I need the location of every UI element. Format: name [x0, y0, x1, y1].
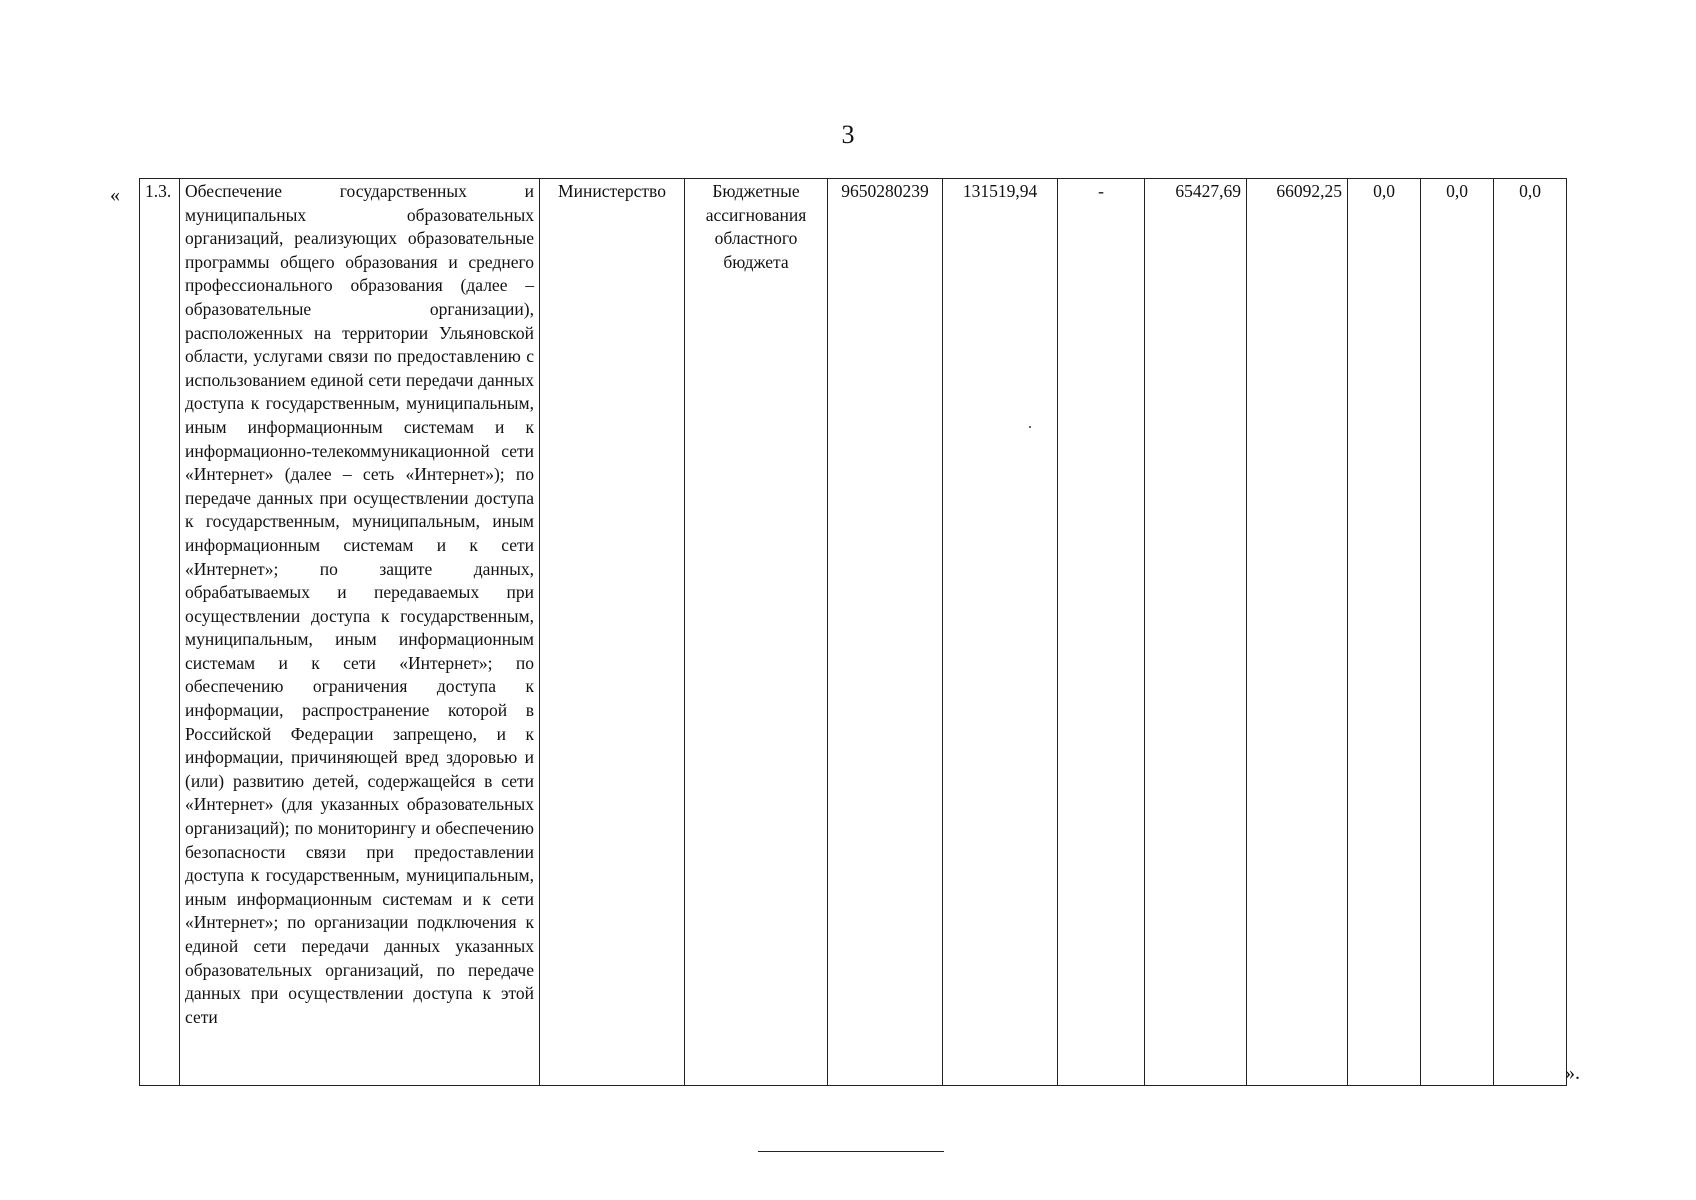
table-row: [140, 179, 1567, 1086]
year-1-cell: -: [1058, 179, 1145, 1086]
description-cell: Обеспечение государственных и муниципальных образовательных организаций, реализующих образовательные программы общего образования и среднего профессионального образования (далее – образовательные организации), расположенных на территории Ульяновской области, услугами связи по предоставлению с использованием единой сети передачи данных доступа к государственным, муниципальным, иным информационным системам и к информационно-телекоммуникационной сети «Интернет» (далее – сеть «Интернет»); по передаче данных при осуществлении доступа к государственным, муниципальным, иным информационным системам и к сети «Интернет»; по защите данных, обрабатываемых и передаваемых при осуществлении доступа к государственным, муниципальным, иным информационным системам и к сети «Интернет»; по обеспечению ограничения доступа к информации, распространение которой в Российской Федерации запрещено, и к информации, причиняющей вред здоровью и (или) развитию детей, содержащейся в сети «Интернет» (для указанных образовательных организаций); по мониторингу и обеспечению безопасности связи при предоставлении доступа к государственным, муниципальным, иным информационным системам и к сети «Интернет»; по организации подключения к единой сети передачи данных указанных образовательных организаций, по передаче данных при осуществлении доступа к этой сети: [180, 179, 540, 1086]
year-4-cell: 0,0: [1348, 179, 1421, 1086]
year-6-cell: 0,0: [1494, 179, 1567, 1086]
year-2-cell: 65427,69: [1145, 179, 1247, 1086]
opening-quote: «: [110, 184, 120, 206]
funding-table: [139, 178, 1567, 1086]
page-number: 3: [841, 120, 855, 149]
total-amount-cell: 131519,94: [943, 179, 1058, 1086]
executor-cell: Министерство: [540, 179, 685, 1086]
year-3-cell: 66092,25: [1247, 179, 1348, 1086]
row-number-cell: 1.3.: [140, 179, 180, 1086]
budget-code-cell: 9650280239: [828, 179, 943, 1086]
closing-quote: ».: [1565, 1062, 1580, 1084]
funding-source-cell: Бюджетные ассигнования областного бюджета: [685, 179, 828, 1086]
scan-dot: [1029, 426, 1031, 428]
year-5-cell: 0,0: [1421, 179, 1494, 1086]
footer-rule: [758, 1151, 944, 1152]
